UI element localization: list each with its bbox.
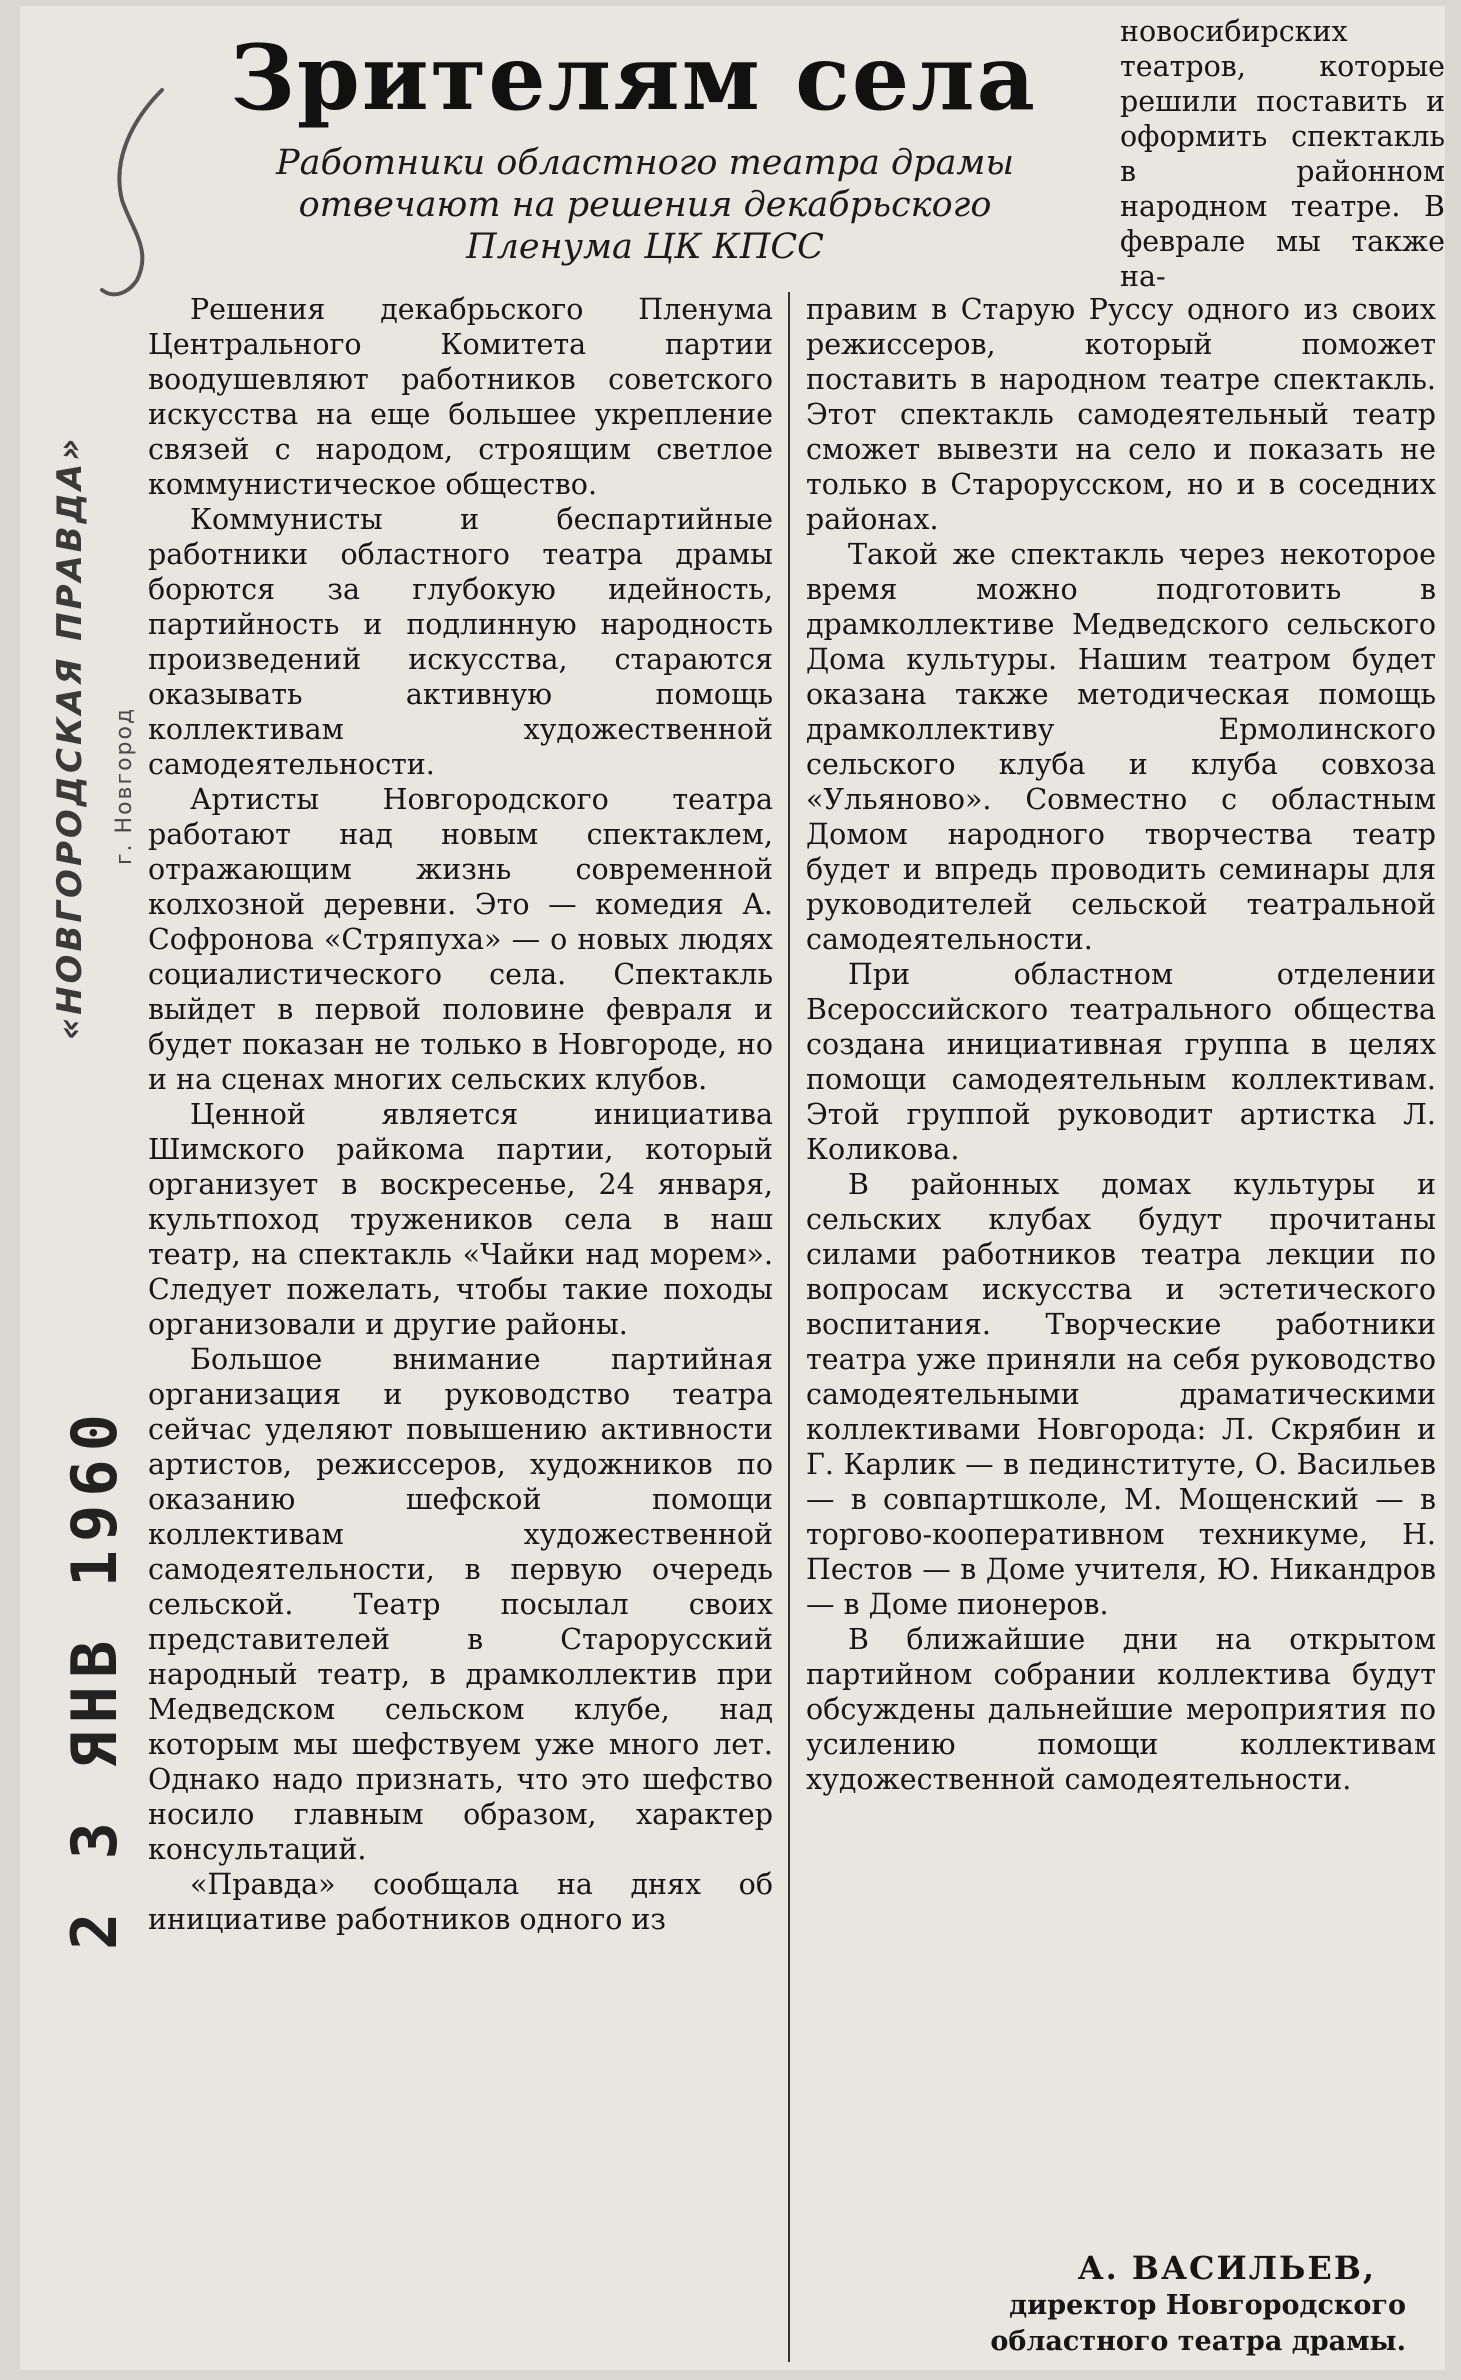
city-stamp: г. Новгород xyxy=(112,706,137,865)
column-divider xyxy=(788,292,790,2362)
author-role: областного театра драмы. xyxy=(990,2326,1406,2357)
paragraph: Такой же спектакль через некоторое время можно подготовить в драмколлективе Медведского сельского Дома культуры. Нашим театром будет оказана также методическая помощь драмколлективу Ермолинского сельского клуба и клуба совхоза «Ульяново». Совместно с областным Домом народного творчества театр будет и впредь проводить семинары для руководителей сельской театральной самодеятельности. xyxy=(806,538,1436,956)
paragraph: Ценной является инициатива Шимского райкома партии, который организует в воскресенье, 24 января, культпоход тружеников села в наш театр, на спектакль «Чайки над морем». Следует пожелать, чтобы такие походы организовали и другие районы. xyxy=(148,1098,773,1341)
paragraph: правим в Старую Руссу одного из своих режиссеров, который поможет поставить в народном театре спектакль. Этот спектакль самодеятельный театр сможет вывезти на село и показать не только в Старорусском, но и в соседних районах. xyxy=(806,293,1436,536)
author-name: А. ВАСИЛЬЕВ, xyxy=(1077,2249,1376,2287)
paragraph: Решения декабрьского Пленума Центрального Комитета партии воодушевляют работников советского искусства на еще большее укрепление связей с народом, строящим светлое коммунистическое общество. xyxy=(148,293,773,501)
left-column xyxy=(148,292,773,2362)
top-right-column xyxy=(1120,14,1445,296)
paragraph: «Правда» сообщала на днях об инициативе работников одного из xyxy=(148,1868,773,1936)
subtitle-line: Пленума ЦК КПСС xyxy=(466,227,824,267)
paragraph: Большое внимание партийная организация и руководство театра сейчас уделяют повышению активности артистов, режиссеров, художников по оказанию шефской помощи коллективам художественной самодеятельности, в первую очередь сельской. Театр посылал своих представителей в Старорусский народный театр, в драмколлектив при Медведском сельском клубе, над которым мы шефствуем уже много лет. Однако надо признать, что это шефство носило главным образом, характер консультаций. xyxy=(148,1343,773,1866)
paragraph: Артисты Новгородского театра работают над новым спектаклем, отражающим жизнь современной колхозной деревни. Это — комедия А. Софронова «Стряпуха» — о новых людях социалистического села. Спектакль выйдет в первой половине февраля и будет показан не только в Новгороде, но и на сценах многих сельских клубов. xyxy=(148,783,773,1096)
author-role: директор Новгородского xyxy=(1009,2290,1406,2321)
paragraph: Коммунисты и беспартийные работники областного театра драмы борются за глубокую идейность, партийность и подлинную народность произведений искусства, стараются оказывать активную помощь коллективам художественной самодеятельности. xyxy=(148,503,773,781)
handwritten-pen-mark xyxy=(92,80,202,310)
subtitle-line: Работники областного театра драмы xyxy=(276,143,1014,183)
article-subtitle xyxy=(230,142,1060,268)
article-title: Зрителям села xyxy=(230,25,1037,131)
author-signature xyxy=(806,2248,1406,2360)
paragraph: В районных домах культуры и сельских клубах будут прочитаны силами работников театра лекции по вопросам искусства и эстетического воспитания. Творческие работники театра уже приняли на себя руководство самодеятельными драматическими коллективами Новгорода: Л. Скрябин и Г. Карлик — в пединституте, О. Васильев — в совпартшколе, М. Мощенский — в торгово-кооперативном техникуме, Н. Пестов — в Доме учителя, Ю. Никандров — в Доме пионеров. xyxy=(806,1168,1436,1621)
paragraph: В ближайшие дни на открытом партийном собрании коллектива будут обсуждены дальнейшие мероприятия по усилению помощи коллективам художественной самодеятельности. xyxy=(806,1623,1436,1796)
newspaper-name-stamp: «НОВГОРОДСКАЯ ПРАВДА» xyxy=(50,435,90,1040)
top-right-paragraph: новосибирских театров, которые решили поставить и оформить спектакль в районном народном театре. В феврале мы также на- xyxy=(1120,15,1445,293)
date-stamp: 2 3 ЯНВ 1960 xyxy=(58,1406,131,1950)
right-column xyxy=(806,292,1436,2252)
paragraph: При областном отделении Всероссийского театрального общества создана инициативная группа в целях помощи самодеятельным коллективам. Этой группой руководит артистка Л. Коликова. xyxy=(806,958,1436,1166)
subtitle-line: отвечают на решения декабрьского xyxy=(298,185,992,225)
